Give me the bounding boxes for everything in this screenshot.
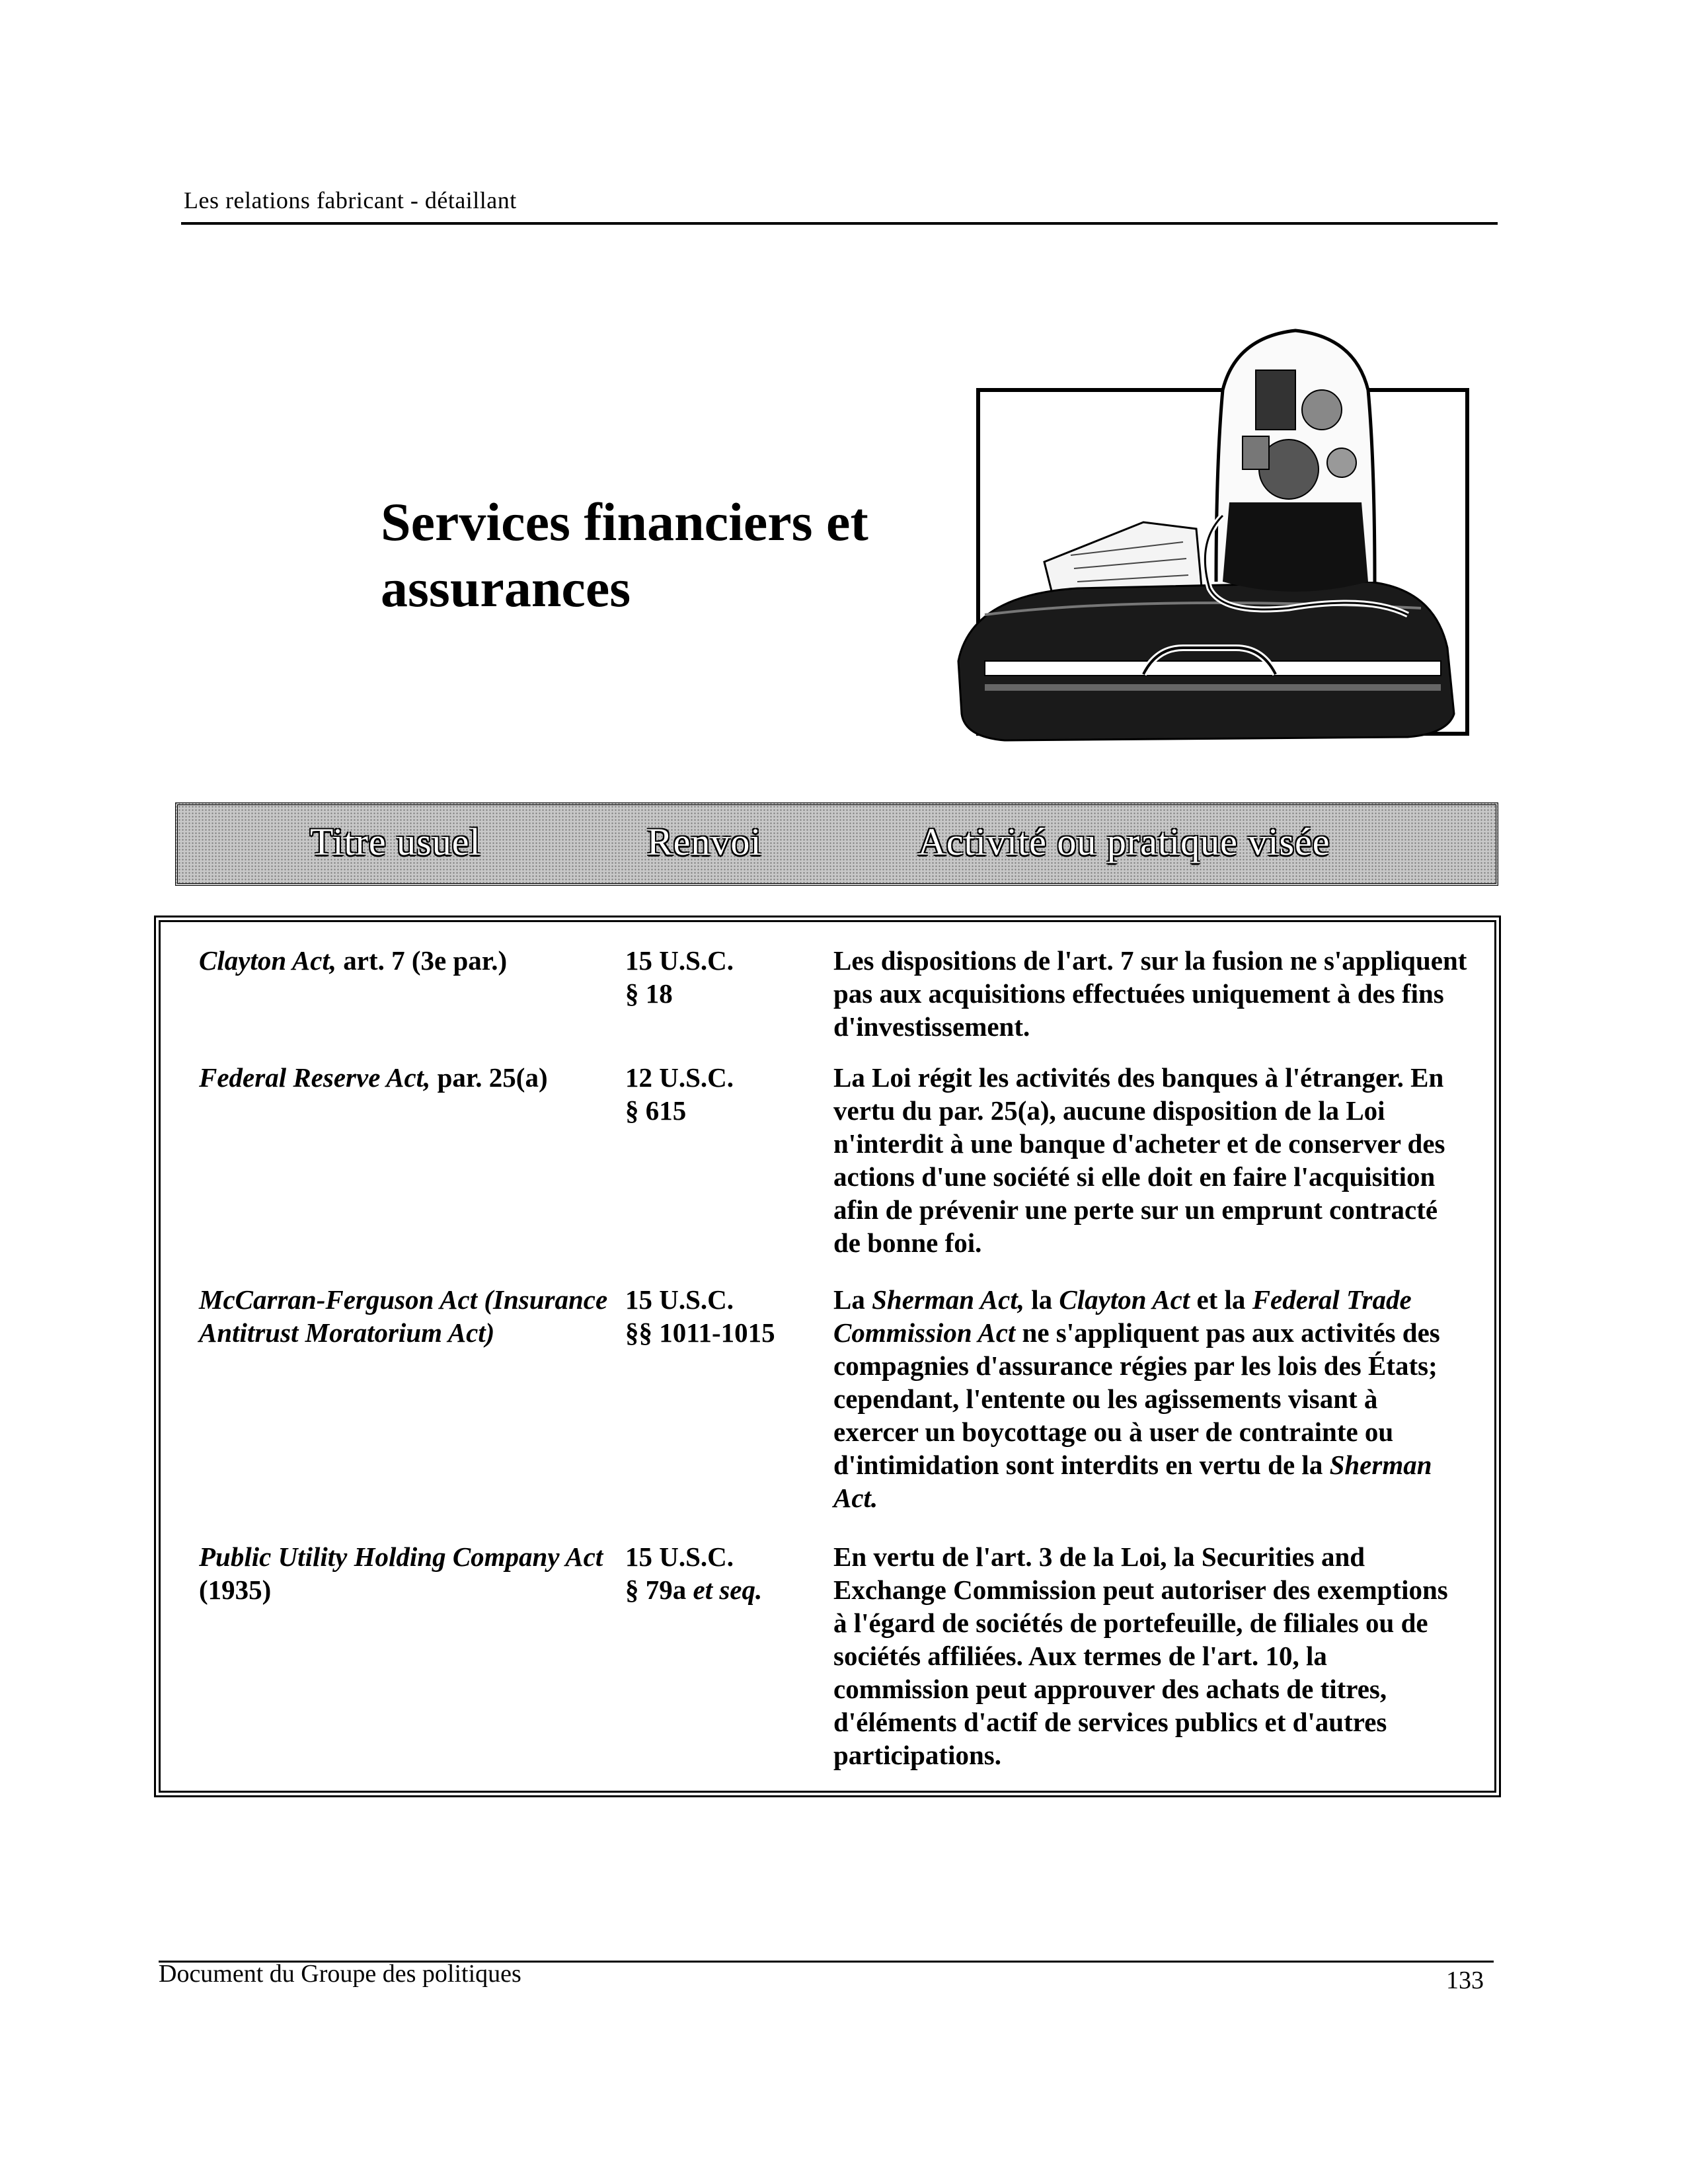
row-reference: 15 U.S.C. §§ 1011-1015 xyxy=(625,1284,775,1348)
row-activity: En vertu de l'art. 3 de la Loi, la Securities and Exchange Commission peut autoriser des exemptions à l'égard de sociétés de portefeuille, de filiales ou de sociétés affiliées. Aux termes de l'art. 10, la commission peut approuver des achats de titres, d'éléments d'actif de services publics et d'autres participations. xyxy=(833,1541,1448,1770)
row-title: McCarran-Ferguson Act (Insurance Antitrust Moratorium Act) xyxy=(199,1284,608,1348)
legislation-table xyxy=(159,920,1496,1793)
row-reference: 12 U.S.C. § 615 xyxy=(625,1062,734,1126)
section-title-line-1: Services financiers et xyxy=(381,492,868,552)
column-header-activity: Activité ou pratique visée xyxy=(918,820,1330,863)
row-title: Federal Reserve Act, par. 25(a) xyxy=(199,1062,548,1093)
column-header-reference: Renvoi xyxy=(647,820,762,863)
table-column-header-bar xyxy=(175,802,1498,886)
row-activity: La Sherman Act, la Clayton Act et la Federal Trade Commission Act ne s'appliquent pas aux activités des compagnies d'assurance régies par les lois des États; cependant, l'entente ou les agissements visant à exercer un boycottage ou à user de contrainte ou d'intimidation sont interdits en vertu de la Sherman Act. xyxy=(833,1284,1440,1513)
briefcase-bell-jar-illustration xyxy=(945,304,1487,754)
row-activity: Les dispositions de l'art. 7 sur la fusion ne s'appliquent pas aux acquisitions effectuées uniquement à des fins d'investissement. xyxy=(833,945,1467,1042)
row-activity: La Loi régit les activités des banques à l'étranger. En vertu du par. 25(a), aucune disposition de la Loi n'interdit à une banque d'acheter et de conserver des actions d'une société si elle doit en faire l'acquisition afin de prévenir une perte sur un emprunt contracté de bonne foi. xyxy=(833,1062,1445,1258)
section-title xyxy=(381,489,976,621)
row-title: Public Utility Holding Company Act (1935) xyxy=(199,1541,603,1605)
section-title-line-2: assurances xyxy=(381,558,631,618)
column-header-title: Titre usuel xyxy=(310,820,481,863)
footer-source: Document du Groupe des politiques xyxy=(159,1960,521,1988)
row-reference: 15 U.S.C. § 18 xyxy=(625,945,734,1009)
row-title: Clayton Act, art. 7 (3e par.) xyxy=(199,945,508,976)
running-title: Les relations fabricant - détaillant xyxy=(184,187,517,214)
page-number: 133 xyxy=(1446,1967,1484,1994)
row-reference: 15 U.S.C. § 79a et seq. xyxy=(625,1541,763,1605)
header-rule xyxy=(181,222,1498,225)
